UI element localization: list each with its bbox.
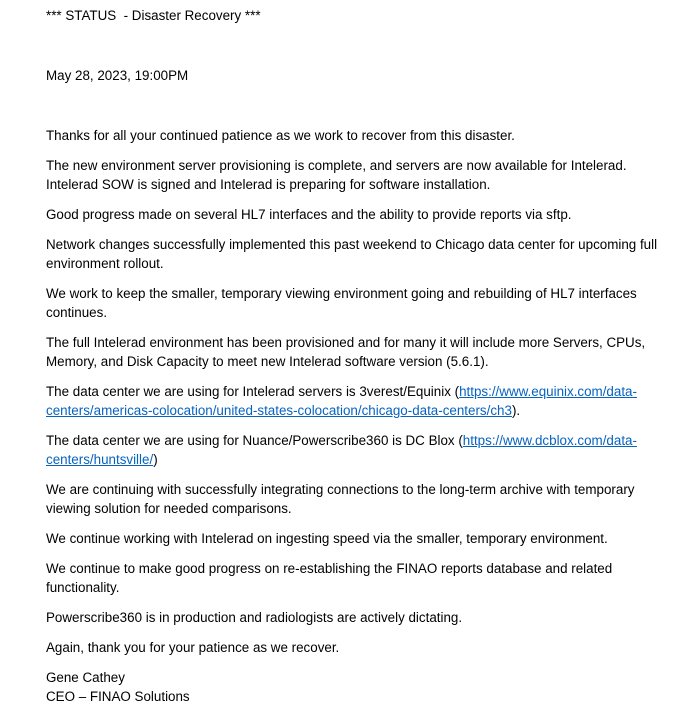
intelerad-datacenter-text: The data center we are using for Intelerad servers is 3verest/Equinix (: [46, 384, 460, 399]
paragraph-network-changes: Network changes successfully implemented this past weekend to Chicago data center for upcoming full environment rollout.: [46, 237, 658, 271]
equinix-link[interactable]: https://www.equinix.com/data-centers/americas-colocation/united-states-colocation/chicago-data-centers/ch3: [46, 384, 637, 418]
paragraph-server-provisioning: The new environment server provisioning is complete, and servers are now available for Intelerad. Intelerad SOW is signed and Intelerad is preparing for software installation.: [46, 158, 627, 192]
paragraph-closing: Again, thank you for your patience as we recover.: [46, 640, 340, 655]
status-title: *** STATUS - Disaster Recovery ***: [46, 8, 261, 23]
paragraph-thanks: Thanks for all your continued patience as we work to recover from this disaster.: [46, 128, 515, 143]
paragraph-hl7-progress: Good progress made on several HL7 interfaces and the ability to provide reports via sftp.: [46, 207, 572, 222]
paragraph-temporary-environment: We work to keep the smaller, temporary viewing environment going and rebuilding of HL7 interfaces continues.: [46, 286, 637, 320]
paragraph-nuance-datacenter: [46, 431, 672, 469]
nuance-datacenter-suffix: ): [153, 452, 158, 467]
document-body: [46, 6, 672, 706]
intelerad-datacenter-suffix: ).: [511, 403, 521, 418]
paragraph-intelerad-datacenter: [46, 382, 672, 420]
paragraph-powerscribe: Powerscribe360 is in production and radiologists are actively dictating.: [46, 610, 463, 625]
dcblox-link[interactable]: https://www.dcblox.com/data-centers/huntsville/: [46, 433, 637, 467]
paragraph-intelerad-environment: The full Intelerad environment has been provisioned and for many it will include more Servers, CPUs, Memory, and Disk Capacity to meet new Intelerad software version (5.6.1).: [46, 335, 646, 369]
status-date: May 28, 2023, 19:00PM: [46, 68, 189, 83]
paragraph-finao-database: We continue to make good progress on re-establishing the FINAO reports database and related functionality.: [46, 561, 613, 595]
paragraph-archive-integration: We are continuing with successfully integrating connections to the long-term archive with temporary viewing solution for needed comparisons.: [46, 482, 635, 516]
signature-name: Gene Cathey: [46, 670, 125, 685]
nuance-datacenter-text: The data center we are using for Nuance/Powerscribe360 is DC Blox (: [46, 433, 463, 448]
paragraph-ingesting-speed: We continue working with Intelerad on ingesting speed via the smaller, temporary environment.: [46, 531, 608, 546]
signature-role: CEO – FINAO Solutions: [46, 689, 190, 704]
